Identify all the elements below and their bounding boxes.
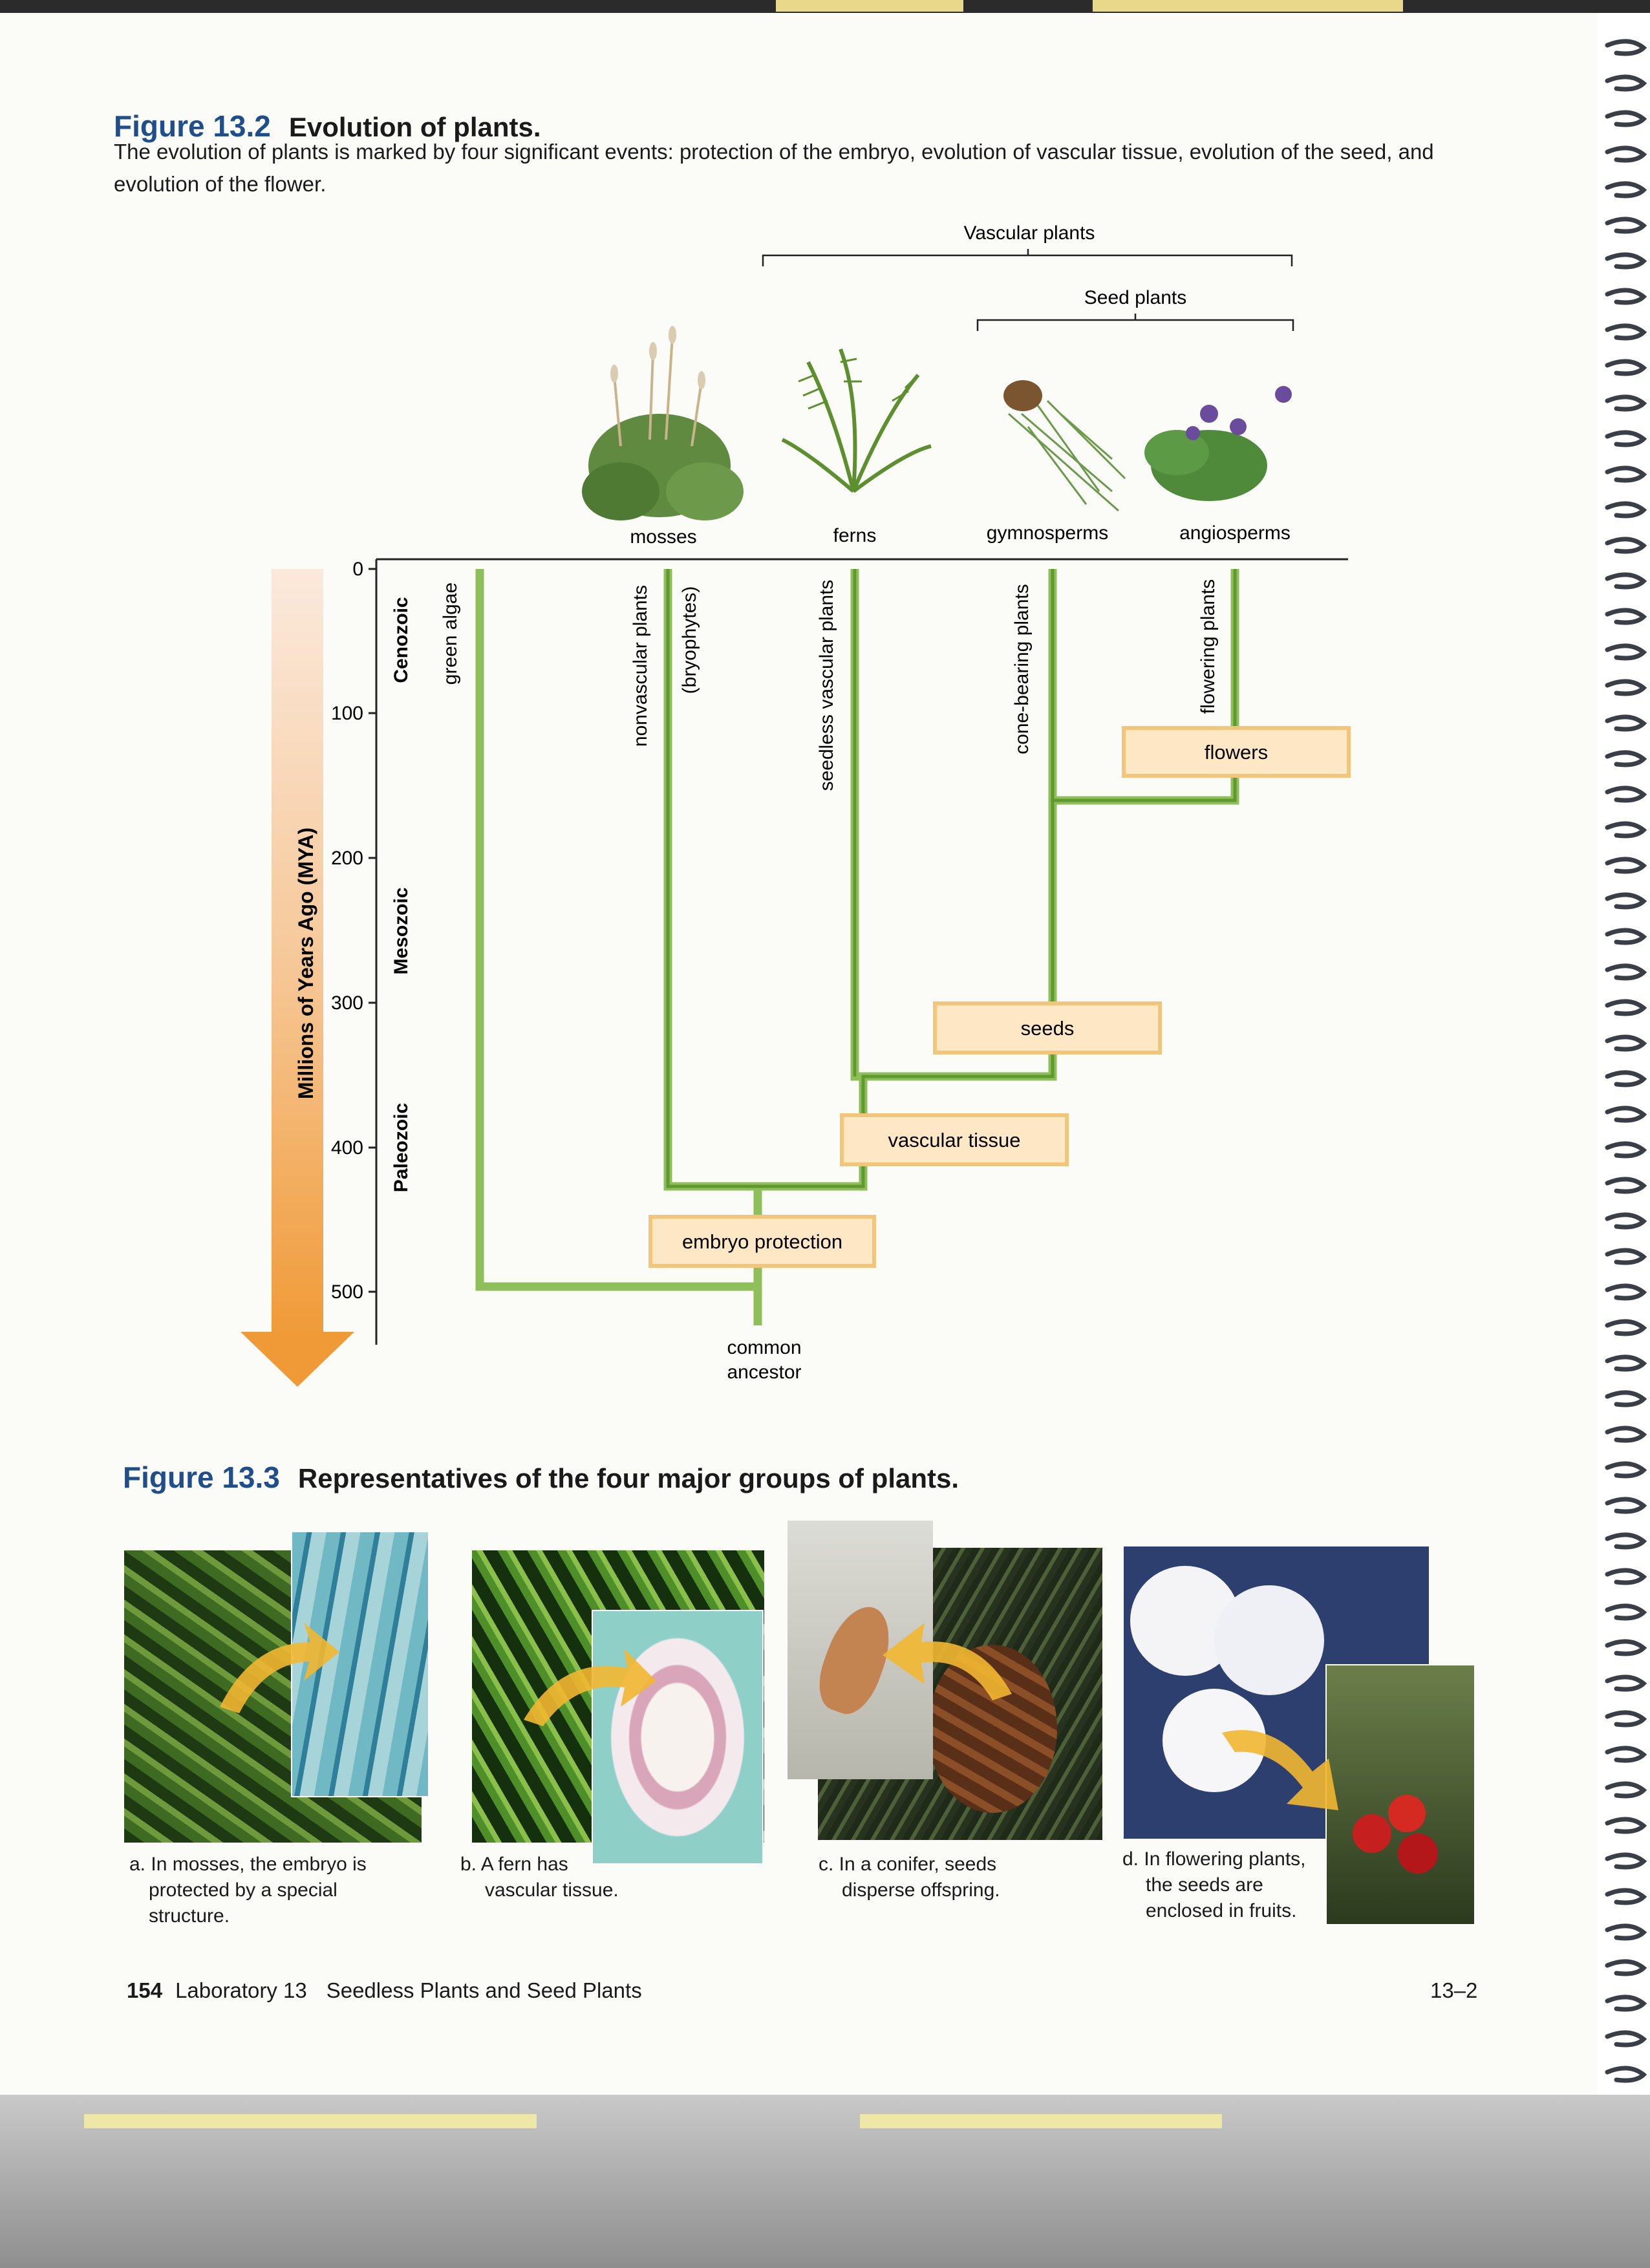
tick-label: 100 — [330, 703, 363, 724]
lineage-seedless: seedless vascular plants — [816, 579, 837, 791]
group-ferns: ferns — [833, 525, 877, 546]
vascular-plants-label: Vascular plants — [963, 222, 1095, 244]
page-footer — [127, 1978, 642, 2003]
footer-chapter: Seedless Plants and Seed Plants — [326, 1978, 642, 2002]
caption-line: the seeds are — [1146, 1874, 1263, 1896]
era-labels — [391, 597, 412, 1192]
footer-lab: Laboratory 13 — [175, 1978, 307, 2002]
caption-line: a. In mosses, the embryo is — [129, 1854, 367, 1875]
tick-label: 0 — [352, 559, 363, 580]
caption-line: c. In a conifer, seeds — [819, 1854, 997, 1875]
arrow-icon — [876, 1616, 1018, 1713]
caption-line: vascular tissue. — [485, 1879, 619, 1901]
figure-number: Figure 13.3 — [123, 1460, 280, 1494]
common-ancestor-label — [727, 1337, 801, 1383]
event-seeds — [935, 1003, 1160, 1053]
caption-line: b. A fern has — [460, 1854, 568, 1875]
era-cenozoic: Cenozoic — [391, 597, 412, 683]
lineage-cone-bearing: cone-bearing plants — [1011, 584, 1033, 754]
branch-outlines — [668, 569, 1235, 1186]
event-flowers — [1124, 728, 1349, 776]
figure-number: Figure 13.2 — [114, 109, 271, 143]
svg-text:vascular tissue: vascular tissue — [888, 1129, 1021, 1151]
violet-illustration — [1144, 386, 1292, 501]
cherry — [1353, 1814, 1391, 1853]
branch-seedless — [855, 569, 954, 1076]
page-tab — [84, 2114, 537, 2128]
group-labels — [630, 522, 1291, 548]
svg-text:embryo protection: embryo protection — [681, 1230, 843, 1253]
lineage-labels — [440, 579, 1219, 791]
group-brackets — [763, 249, 1293, 331]
era-mesozoic: Mesozoic — [391, 887, 412, 975]
group-gymnosperms: gymnosperms — [986, 522, 1109, 544]
moss-illustration — [582, 326, 744, 520]
caption-line: structure. — [149, 1905, 230, 1927]
tick-label: 400 — [330, 1137, 363, 1159]
caption-d — [1122, 1846, 1306, 1924]
group-mosses: mosses — [630, 526, 697, 548]
lineage-green-algae: green algae — [440, 582, 461, 685]
svg-text:seeds: seeds — [1020, 1017, 1075, 1040]
y-axis-label: Millions of Years Ago (MYA) — [294, 827, 317, 1100]
event-vascular-tissue — [842, 1115, 1067, 1164]
branch-green-algae — [480, 569, 758, 1287]
fern-illustration — [782, 349, 931, 491]
svg-text:flowers: flowers — [1204, 741, 1269, 764]
caption-b — [460, 1852, 619, 1903]
figure-title-text: Representatives of the four major groups of plants. — [297, 1463, 959, 1493]
caption-line: disperse offspring. — [842, 1879, 1000, 1901]
tick-label: 300 — [330, 992, 363, 1014]
cherry — [1398, 1834, 1438, 1874]
group-angiosperms: angiosperms — [1179, 522, 1291, 544]
figure-13-3-title — [123, 1460, 959, 1495]
tick-label: 500 — [330, 1281, 363, 1303]
scan-bottom-edge — [0, 2095, 1650, 2268]
page-number: 154 — [127, 1978, 163, 2002]
blossom — [1214, 1585, 1324, 1695]
figure-13-2-caption: The evolution of plants is marked by four significant events: protection of the embryo, evolution of vascular tissue, evolution of the seed, and evolution of the flower. — [114, 140, 1434, 196]
pine-illustration — [1003, 380, 1125, 511]
caption-c — [819, 1852, 1000, 1903]
arrow-icon — [1216, 1713, 1358, 1817]
caption-line: enclosed in fruits. — [1146, 1900, 1297, 1921]
caption-line: d. In flowering plants, — [1122, 1848, 1306, 1870]
era-paleozoic: Paleozoic — [391, 1102, 412, 1193]
arrow-icon — [213, 1616, 343, 1720]
page-tab — [860, 2114, 1222, 2128]
arrow-icon — [517, 1642, 659, 1739]
tree-branches — [480, 569, 1235, 1325]
cherry — [1388, 1795, 1426, 1832]
figure-title-text: Evolution of plants. — [288, 112, 541, 142]
lineage-nonvascular: nonvascular plants — [630, 584, 651, 747]
footer-section-number: 13–2 — [1430, 1978, 1478, 2002]
svg-text:common: common — [727, 1337, 802, 1358]
axis-tick-labels — [331, 559, 363, 1303]
caption-line: protected by a special — [149, 1879, 338, 1901]
lineage-flowering: flowering plants — [1197, 579, 1219, 714]
caption-a — [129, 1852, 367, 1929]
seed-plants-label: Seed plants — [1084, 287, 1187, 308]
axis-ticks — [369, 569, 376, 1292]
lineage-bryophytes: (bryophytes) — [679, 586, 700, 694]
event-embryo-protection — [650, 1217, 874, 1266]
tick-label: 200 — [330, 848, 363, 869]
svg-text:ancestor: ancestor — [727, 1362, 802, 1383]
